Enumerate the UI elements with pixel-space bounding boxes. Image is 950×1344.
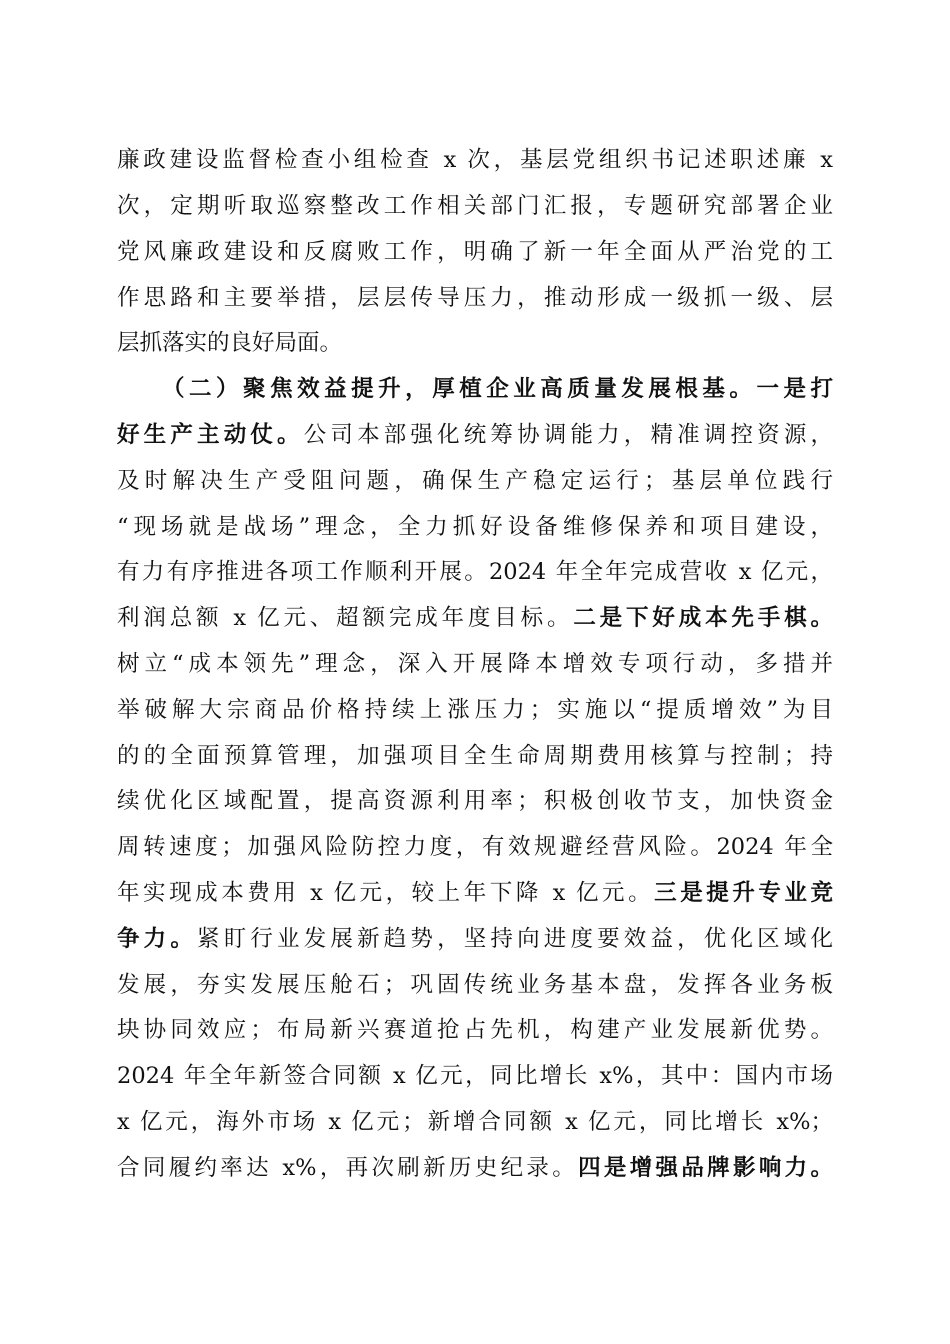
text-line [117, 320, 833, 366]
line-text: 作思路和主要举措，层层传导压力，推动形成一级抓一级、层 [117, 285, 833, 311]
line-text: 党风廉政建设和反腐败工作，明确了新一年全面从严治党的工 [117, 239, 833, 265]
line-text: 的的全面预算管理，加强项目全生命周期费用核算与控制；持 [117, 743, 833, 769]
line-text: 利润总额 x 亿元、超额完成年度目标。 [117, 605, 574, 631]
text-line [117, 733, 833, 779]
text-line [117, 962, 833, 1008]
line-text: 块协同效应；布局新兴赛道抢占先机，构建产业发展新优势。 [117, 1017, 833, 1043]
line-text: 发展，夯实发展压舱石；巩固传统业务基本盘，发挥各业务板 [117, 972, 833, 998]
line-text: 及时解决生产受阻问题，确保生产稳定运行；基层单位践行 [117, 468, 833, 494]
line-text: 层抓落实的良好局面。 [117, 330, 343, 356]
text-line [117, 687, 833, 733]
subheading-competitiveness: 三是提升专业竞 [654, 880, 833, 906]
text-line [117, 549, 833, 595]
subheading-production: 好生产主动仗。 [117, 422, 304, 448]
text-line [117, 183, 833, 229]
text-line [117, 412, 833, 458]
line-text: 公司本部强化统筹协调能力，精准调控资源， [303, 422, 833, 448]
subheading-brand: 四是增强品牌影响力。 [578, 1155, 833, 1181]
line-text: 2024 年全年新签合同额 x 亿元，同比增长 x%，其中：国内市场 [117, 1063, 833, 1089]
text-line [117, 229, 833, 275]
text-line [117, 778, 833, 824]
text-line [117, 1099, 833, 1145]
line-text: x 亿元，海外市场 x 亿元；新增合同额 x 亿元，同比增长 x%； [117, 1109, 833, 1135]
line-text: 周转速度；加强风险防控力度，有效规避经营风险。2024 年全 [117, 834, 833, 860]
subheading-cost: 二是下好成本先手棋。 [573, 605, 833, 631]
text-line [117, 595, 833, 641]
line-text: 年实现成本费用 x 亿元，较上年下降 x 亿元。 [117, 880, 655, 906]
text-line [117, 1145, 833, 1191]
text-line [117, 641, 833, 687]
line-text: 次，定期听取巡察整改工作相关部门汇报，专题研究部署企业 [117, 193, 833, 219]
text-line [117, 504, 833, 550]
section-heading-line [162, 366, 833, 412]
text-line [117, 1007, 833, 1053]
line-text: 续优化区域配置，提高资源利用率；积极创收节支，加快资金 [117, 788, 833, 814]
subheading-competitiveness-cont: 争力。 [117, 926, 198, 952]
section-heading: （二）聚焦效益提升，厚植企业高质量发展根基。一是打 [162, 376, 833, 402]
line-text: 有力有序推进各项工作顺利开展。2024 年全年完成营收 x 亿元， [117, 559, 833, 585]
text-line [117, 137, 833, 183]
line-text: 合同履约率达 x%，再次刷新历史纪录。 [117, 1155, 579, 1181]
line-text: 廉政建设监督检查小组检查 x 次，基层党组织书记述职述廉 x [117, 147, 833, 173]
line-text: 紧盯行业发展新趋势，坚持向进度要效益，优化区域化 [197, 926, 833, 952]
line-text: “现场就是战场”理念，全力抓好设备维修保养和项目建设， [117, 514, 833, 540]
text-line [117, 916, 833, 962]
text-line [117, 824, 833, 870]
text-line [117, 458, 833, 504]
line-text: 树立“成本领先”理念，深入开展降本增效专项行动，多措并 [117, 651, 833, 677]
line-text: 举破解大宗商品价格持续上涨压力；实施以“提质增效”为目 [117, 697, 833, 723]
text-line [117, 870, 833, 916]
text-line [117, 1053, 833, 1099]
text-line [117, 275, 833, 321]
